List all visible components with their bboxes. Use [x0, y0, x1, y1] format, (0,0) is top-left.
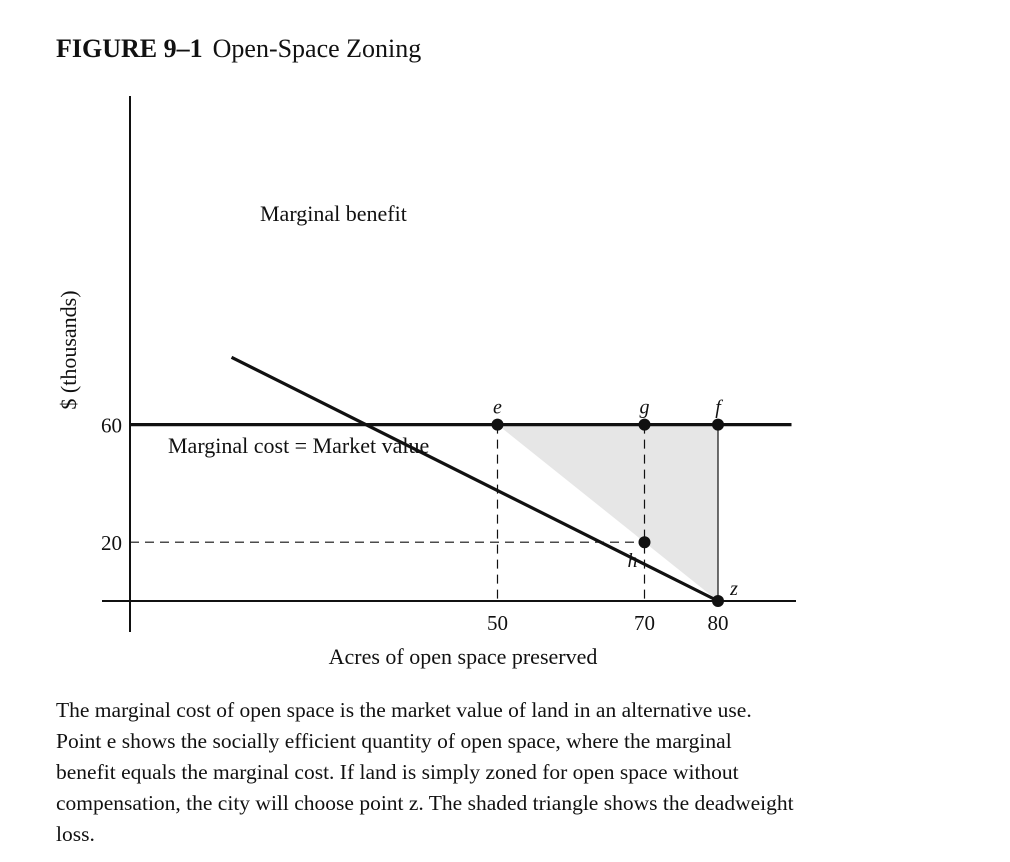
point-label-z: z — [730, 578, 738, 600]
figure-name: Open-Space Zoning — [212, 34, 422, 63]
point-label-g: g — [639, 396, 650, 419]
x-tick-50: 50 — [487, 611, 508, 635]
y-axis-label: $ (thousands) — [56, 290, 81, 410]
point-z — [712, 595, 724, 607]
point-g — [639, 419, 651, 431]
point-h — [639, 536, 651, 548]
figure-label: FIGURE 9–1 — [56, 34, 203, 63]
x-tick-80: 80 — [707, 611, 729, 635]
point-label-e: e — [493, 396, 502, 419]
y-tick-20: 20 — [101, 531, 122, 556]
point-label-f: f — [715, 396, 721, 419]
deadweight-loss-triangle — [498, 425, 719, 601]
figure-caption: The marginal cost of open space is the market value of land in an alternative use. Point e shows the socially efficient quantity of open space, where the marginal benefit equals the marginal cost. If land is simply zoned for open space without compensation, the city will choose point z. The shaded triangle shows the deadweight loss. — [56, 698, 794, 846]
marginal-benefit-label: Marginal benefit — [260, 201, 407, 226]
x-tick-70: 70 — [634, 611, 655, 635]
point-f — [712, 419, 724, 431]
x-axis-label: Acres of open space preserved — [328, 644, 598, 669]
point-e — [492, 419, 504, 431]
marginal-cost-label: Marginal cost = Market value — [168, 433, 430, 458]
y-tick-60: 60 — [101, 413, 122, 438]
point-label-h: h — [627, 550, 638, 573]
